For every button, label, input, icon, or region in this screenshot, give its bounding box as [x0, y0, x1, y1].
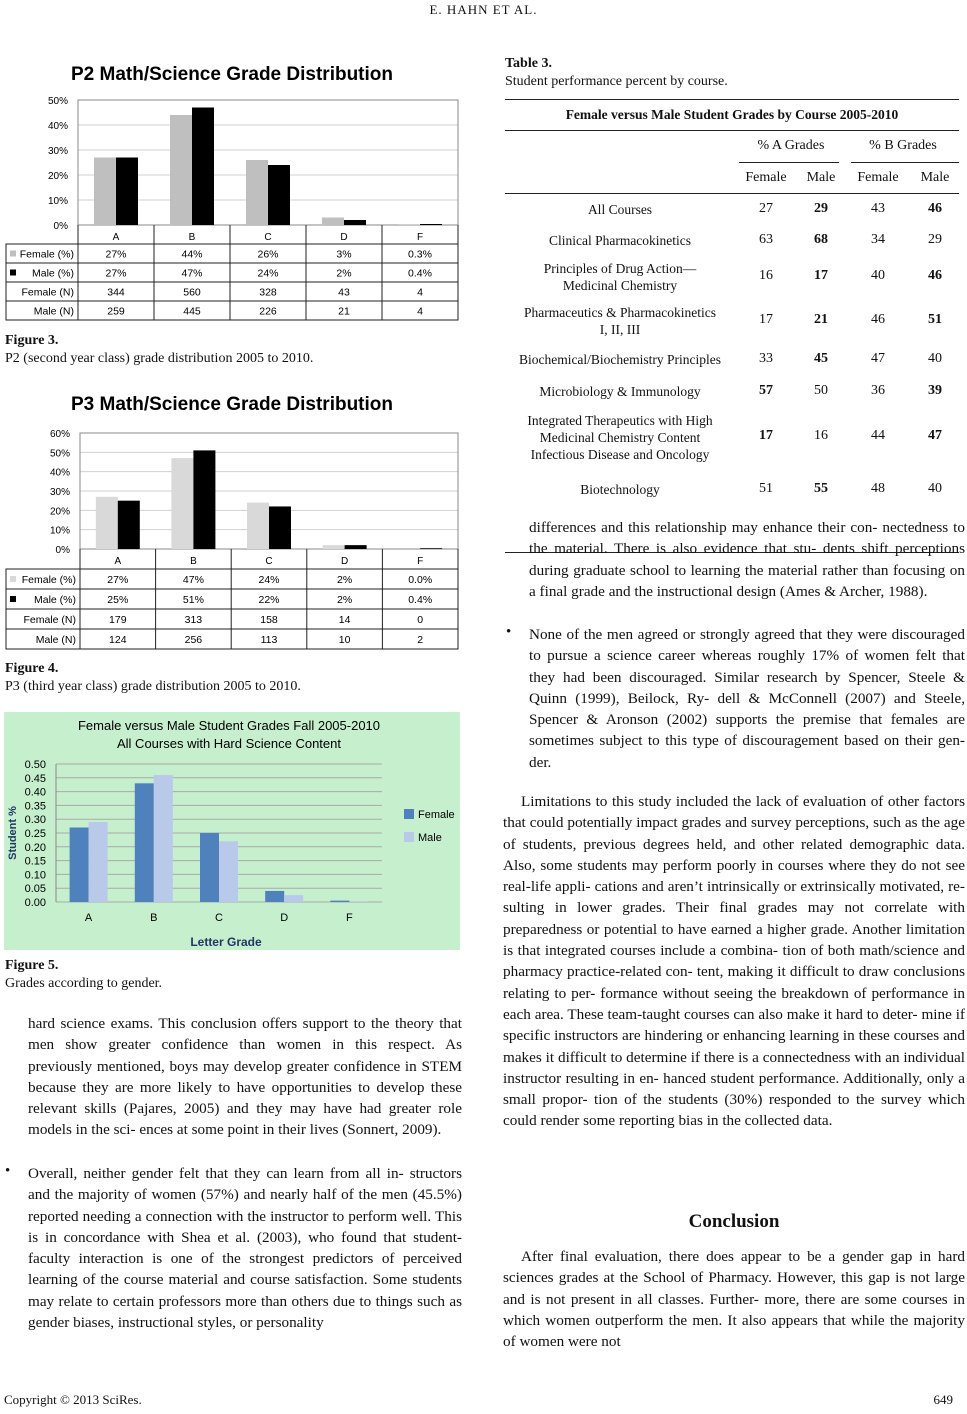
table-3-subheader: Male	[806, 170, 836, 185]
table-row-label: Male (%)	[33, 594, 76, 606]
table-cell: 0.4%	[408, 267, 432, 280]
x-tick-label: F	[346, 912, 353, 924]
table-3-value: 57	[759, 382, 773, 398]
table-3-value: 46	[928, 200, 942, 216]
table-3-value: 46	[928, 268, 942, 283]
x-tick-label: B	[188, 232, 196, 243]
y-tick-label: 20%	[47, 171, 68, 182]
table-3-b-header: % B Grades	[869, 138, 937, 153]
figure-5-caption: Figure 5. Grades according to gender.	[5, 958, 163, 991]
table-cell: 21	[338, 305, 350, 318]
y-axis-label: Student %	[7, 806, 19, 860]
figure-3-svg	[4, 55, 460, 323]
table-row-label: Female (%)	[19, 248, 74, 261]
y-tick-label: 0.35	[24, 800, 46, 813]
table-3-title: Female versus Male Student Grades by Course 2005-2010	[565, 107, 899, 122]
table-cell: 10	[338, 634, 351, 646]
table-3-value: 39	[928, 382, 942, 398]
table-cell: 44%	[181, 248, 203, 261]
legend-label-male: Male	[418, 832, 442, 844]
bar-male	[345, 545, 367, 549]
bar-female	[200, 833, 219, 902]
y-tick-label: 0.20	[24, 841, 46, 854]
x-tick-label: C	[215, 912, 223, 924]
table-3-value: 40	[928, 350, 942, 366]
table-3-subheader: Female	[745, 170, 787, 185]
table-3-value: 21	[814, 311, 828, 327]
y-tick-label: 0%	[55, 545, 70, 556]
y-tick-label: 40%	[47, 121, 68, 132]
table-3-value: 50	[814, 382, 828, 398]
left-bullet	[5, 1163, 462, 1333]
table-3-subheader: Male	[920, 170, 950, 185]
table-3-value: 43	[871, 200, 885, 216]
bar-female	[247, 503, 269, 549]
table-3-row	[505, 343, 959, 376]
table-3-course: All Courses	[587, 202, 653, 217]
table-3-course: Principles of Drug Action— Medicinal Chemistry	[543, 261, 697, 293]
y-tick-label: 0.30	[24, 814, 46, 827]
table-3-value: 36	[871, 382, 885, 398]
x-tick-label: F	[416, 232, 424, 243]
table-3-value: 51	[759, 480, 773, 496]
table-row-label: Female (N)	[21, 286, 74, 299]
bar-female	[96, 497, 118, 549]
bar-male	[349, 901, 368, 902]
figure-3-caption-text: P2 (second year class) grade distribution 2005 to 2010.	[5, 351, 314, 366]
table-cell: 24%	[257, 267, 279, 280]
table-cell: 24%	[258, 574, 280, 586]
table-cell: 179	[109, 614, 127, 626]
bar-male	[89, 822, 108, 902]
table-3-value: 68	[814, 231, 828, 247]
conclusion-paragraph: After final evaluation, there does appear to be a gender gap in hard sciences grades at the School of Pharmacy. However, this gap is not large and is not present in all classes. Further- more, there are some courses in which women outperform the men. It also appears that while the majority of women were not	[503, 1248, 965, 1351]
x-tick-label: B	[190, 556, 197, 567]
table-cell: 0.0%	[408, 574, 433, 586]
limitations-paragraph: Limitations to this study included the lack of evaluation of other factors that could potentially impact grades and survey perceptions, such as the age of students, previous degrees held, and other related demographic data. Also, some students may perform poorly in courses where they do not see real-life appli- cations and aren’t intrinsically or extrinsically motivated, re- sulting in lower grades. Their final grades may not correlate with preparedness or potential to have earned a higher grade. Another limitation is that integrated courses include a combina- tion of both math/science and pharmacy practice-related con- tent, making it difficult to draw conclusions relating to per- formance without seeing the breakdown of performance in each area. These team-taught courses can also make it hard to deter- mine if specific instructors are hindering or enhancing learning in these courses and makes it difficult to determine if there is a connectedness with an individual instructor resulting in en- hanced student performance. Additionally, only a small propor- tion of the students (30%) responded to the survey which could render some reporting bias in the collected data.	[503, 793, 965, 1130]
y-tick-label: 50%	[47, 96, 68, 107]
y-tick-label: 0.00	[24, 897, 46, 909]
table-3-value: 16	[759, 268, 773, 283]
bar-male	[420, 224, 442, 225]
chart-title: P2 Math/Science Grade Distribution	[70, 64, 394, 85]
table-cell: 328	[259, 286, 277, 299]
x-tick-label: D	[340, 556, 349, 567]
table-cell: 3%	[336, 248, 352, 261]
table-cell: 27%	[105, 248, 127, 261]
bar-male	[192, 108, 214, 226]
bar-male	[193, 450, 215, 549]
table-cell: 0.3%	[408, 248, 432, 261]
y-tick-label: 10%	[49, 525, 70, 537]
bar-male	[118, 501, 140, 549]
legend-swatch-female	[404, 809, 414, 819]
conclusion-heading: Conclusion	[688, 1211, 780, 1232]
table-cell: 25%	[107, 594, 129, 606]
right-bullet	[506, 624, 965, 773]
y-tick-label: 10%	[47, 196, 68, 207]
bar-male	[268, 165, 290, 225]
table-3-value: 29	[928, 231, 942, 247]
x-tick-label: B	[150, 912, 158, 924]
y-tick-label: 0.45	[24, 772, 46, 785]
x-tick-label: F	[417, 556, 424, 567]
legend-swatch	[10, 251, 16, 257]
table-3-value: 40	[928, 480, 942, 496]
table-cell: 14	[338, 614, 351, 626]
chart-title: P3 Math/Science Grade Distribution	[70, 394, 394, 415]
bar-male	[116, 158, 138, 226]
bar-male	[344, 220, 366, 225]
y-tick-label: 0%	[53, 221, 68, 232]
legend-swatch	[10, 576, 16, 582]
table-cell: 313	[184, 614, 203, 626]
table-cell: 51%	[182, 594, 204, 606]
bar-female	[398, 224, 420, 225]
table-3-value: 55	[814, 480, 828, 496]
table-3-row	[505, 225, 959, 256]
bar-male	[269, 506, 291, 549]
x-tick-label: A	[114, 556, 122, 567]
x-axis-label: Letter Grade	[190, 935, 262, 949]
y-tick-label: 30%	[47, 146, 68, 157]
table-cell: 158	[260, 614, 278, 626]
table-3	[505, 99, 959, 553]
y-tick-label: 0.05	[24, 883, 46, 896]
running-header: E. HAHN ET AL.	[429, 2, 538, 17]
table-3-value: 34	[871, 231, 885, 247]
table-cell: 445	[183, 305, 201, 318]
table-cell: 2%	[336, 267, 352, 280]
y-tick-label: 20%	[49, 506, 70, 518]
table-3-value: 47	[928, 428, 942, 443]
y-tick-label: 0.15	[24, 855, 46, 868]
table-3-row	[505, 376, 959, 407]
x-tick-label: C	[264, 232, 272, 243]
table-3-course: Clinical Pharmacokinetics	[548, 233, 692, 248]
table-cell: 124	[109, 634, 127, 646]
table-3-value: 27	[759, 200, 773, 216]
bar-male	[284, 895, 303, 902]
table-3-course: Microbiology & Immunology	[539, 384, 701, 399]
table-cell: 113	[260, 634, 278, 646]
table-3-row	[505, 407, 959, 467]
table-3-value: 48	[871, 480, 885, 496]
figure-5-caption-text: Grades according to gender.	[5, 976, 163, 991]
figure-5-label: Figure 5	[5, 958, 55, 973]
bar-female	[135, 783, 154, 902]
table-row-label: Male (N)	[33, 305, 74, 318]
figure-5-svg	[4, 712, 460, 950]
x-tick-label: A	[112, 232, 120, 243]
x-tick-label: D	[280, 912, 289, 924]
x-tick-label: C	[265, 556, 273, 567]
table-cell: 259	[107, 305, 125, 318]
table-cell: 47%	[182, 574, 204, 586]
table-3-course: Pharmaceutics & Pharmacokinetics I, II, III	[524, 304, 716, 337]
y-tick-label: 50%	[49, 448, 70, 460]
table-cell: 26%	[257, 248, 279, 261]
table-cell: 344	[107, 286, 125, 299]
table-cell: 4	[417, 286, 423, 299]
bar-female	[171, 458, 193, 549]
table-3-subheader: Female	[857, 170, 899, 185]
right-continuation: differences and this relationship may enhance their con- nectedness to the material. There is also evidence that stu- dents shift perceptions during graduate school to learning the material rather than focusing on a final grade and the instructional design (Ames & Archer, 1988).	[529, 519, 965, 600]
bar-female	[94, 158, 116, 226]
table-cell: 226	[259, 305, 277, 318]
table-3-row	[505, 256, 959, 298]
figure-4-chart	[4, 386, 460, 652]
table-row-label: Male (%)	[31, 267, 74, 280]
table-3-course: Integrated Therapeutics with High Medicinal Chemistry Content Infectious Disease and Oncology	[527, 412, 713, 462]
chart-subtitle: All Courses with Hard Science Content	[117, 736, 341, 751]
table-3-row	[505, 298, 959, 343]
figure-4-caption-text: P3 (third year class) grade distribution 2005 to 2010.	[5, 679, 301, 694]
bar-male	[154, 775, 173, 902]
figure-3-chart	[4, 55, 460, 323]
table-3-value: 51	[928, 311, 942, 327]
table-cell: 4	[417, 305, 423, 318]
figure-4-label: Figure 4	[5, 661, 55, 676]
chart-title: Female versus Male Student Grades Fall 2005-2010	[77, 718, 381, 733]
y-tick-label: 0.25	[24, 828, 46, 840]
table-cell: 2	[417, 634, 424, 646]
bar-female	[322, 218, 344, 226]
x-tick-label: A	[84, 912, 93, 924]
table-cell: 2%	[337, 594, 353, 606]
footer-copyright: Copyright © 2013 SciRes.	[4, 1392, 142, 1407]
left-paragraph: hard science exams. This conclusion offers support to the theory that men show greater confidence than women in this respect. As previously mentioned, boys may develop greater confidence in STEM because they are more likely to have opportunities to develop these relevant skills (Pajares, 2005) and they may have had greater role models in the sci- ences at some point in their lives (Sonnert, 2009).	[28, 1015, 462, 1139]
table-cell: 43	[338, 286, 350, 299]
figure-3-label: Figure 3	[5, 333, 55, 348]
table-3-value: 40	[871, 268, 885, 283]
bullet-icon: •	[5, 1163, 11, 1179]
table-3-value: 46	[871, 311, 885, 327]
bar-female	[70, 827, 89, 902]
table-row-label: Male (N)	[35, 634, 76, 646]
table-3-value: 29	[814, 200, 828, 216]
table-3-a-header: % A Grades	[757, 138, 825, 153]
table-cell: 0.4%	[408, 594, 433, 606]
table-cell: 22%	[258, 594, 280, 606]
y-tick-label: 40%	[49, 467, 70, 479]
table-3-value: 17	[814, 268, 828, 283]
legend-swatch-male	[404, 832, 414, 842]
bar-male	[420, 548, 442, 549]
table-row-label: Female (%)	[21, 574, 76, 586]
table-cell: 47%	[181, 267, 203, 280]
table-3-value: 63	[759, 231, 773, 247]
table-3-row	[505, 194, 959, 225]
figure-4-caption: Figure 4. P3 (third year class) grade distribution 2005 to 2010.	[5, 661, 301, 694]
right-bullet-text: None of the men agreed or strongly agreed that they were discouraged to pursue a science career whereas roughly 17% of women felt that they had been discouraged. Similar research by Spencer, Steele & Quinn (1999), Beilock, Ry- dell & McConnell (2007) and Steele, Spencer & Aronson (2002) supports the premise that females are sometimes subject to this type of discouragement based on their gen- der.	[529, 626, 965, 771]
bar-female	[265, 891, 284, 902]
y-tick-label: 0.50	[24, 759, 46, 771]
table-3-course: Biotechnology	[580, 482, 660, 497]
table-3-row	[505, 467, 959, 512]
y-tick-label: 30%	[49, 487, 70, 498]
table-3-label: Table 3	[505, 56, 549, 71]
table-cell: 2%	[337, 574, 353, 586]
table-cell: 560	[183, 286, 201, 299]
table-3-value: 47	[871, 350, 885, 366]
x-tick-label: D	[340, 232, 348, 243]
bar-female	[330, 901, 349, 902]
table-3-value: 44	[871, 428, 885, 443]
table-row-label: Female (N)	[23, 614, 76, 626]
table-3-value: 17	[759, 311, 773, 327]
figure-3-caption: Figure 3. P2 (second year class) grade distribution 2005 to 2010.	[5, 333, 314, 366]
left-bullet-text: Overall, neither gender felt that they can learn from all in- structors and the majority of women (57%) and nearly half of the men (45.5%) reported needing a connection with the instructor to perform well. This is in concordance with Shea et al. (2003), who found that student-faculty interaction is one of the strongest predictors of perceived learning of the course material and course satisfaction. Some students may relate to certain professors more than others due to things such as gender biases, instructional styles, or personality	[28, 1165, 462, 1332]
table-3-value: 16	[814, 428, 828, 443]
table-3-caption: Table 3. Student performance percent by course.	[505, 56, 728, 89]
table-cell: 27%	[107, 574, 129, 586]
table-3-value: 33	[759, 350, 773, 366]
y-tick-label: 0.10	[24, 869, 46, 882]
figure-4-svg	[4, 386, 460, 652]
y-tick-label: 0.40	[24, 786, 46, 799]
y-tick-label: 60%	[49, 429, 70, 440]
table-3-value: 45	[814, 350, 828, 366]
table-cell: 0	[417, 614, 424, 626]
bar-female	[323, 545, 345, 549]
table-cell: 256	[184, 634, 203, 646]
bar-male	[219, 841, 238, 902]
table-3-caption-text: Student performance percent by course.	[505, 74, 728, 89]
table-3-value: 17	[759, 428, 773, 443]
bar-female	[246, 160, 268, 225]
table-3-course: Biochemical/Biochemistry Principles	[518, 352, 722, 367]
bar-female	[170, 115, 192, 225]
footer-page-number: 649	[933, 1392, 953, 1407]
figure-5-chart	[4, 712, 460, 950]
legend-label-female: Female	[418, 809, 455, 821]
table-cell: 27%	[105, 267, 127, 280]
legend-swatch	[10, 270, 16, 276]
legend-swatch	[10, 596, 16, 602]
bullet-icon: •	[506, 624, 512, 640]
